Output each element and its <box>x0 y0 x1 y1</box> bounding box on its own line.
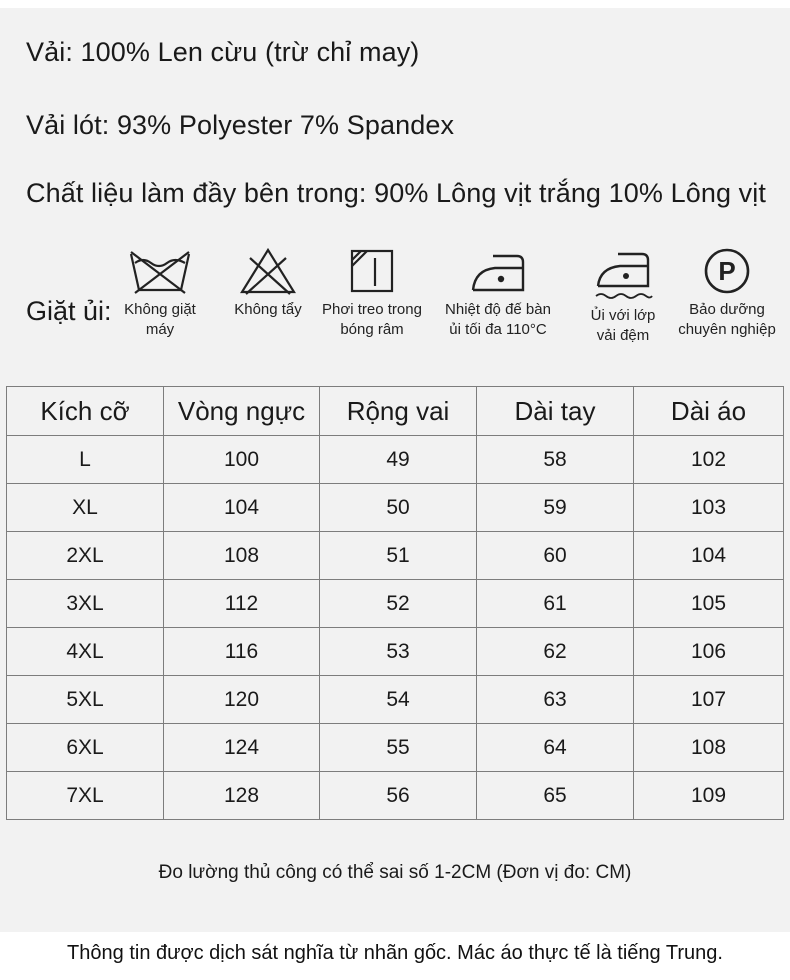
table-cell: 61 <box>477 580 634 628</box>
table-cell: 128 <box>164 772 320 820</box>
table-row <box>7 532 784 580</box>
table-cell: 108 <box>634 724 784 772</box>
table-row <box>7 724 784 772</box>
table-cell: 3XL <box>7 580 164 628</box>
care-symbol-iron-max-110 <box>436 246 560 340</box>
table-cell: 100 <box>164 436 320 484</box>
table-cell: 56 <box>320 772 477 820</box>
table-cell: 7XL <box>7 772 164 820</box>
fabric-filling: Chất liệu làm đầy bên trong: 90% Lông vịt trắng 10% Lông vịt <box>26 178 766 208</box>
table-cell: 103 <box>634 484 784 532</box>
table-cell: 106 <box>634 628 784 676</box>
table-cell: 5XL <box>7 676 164 724</box>
table-cell: XL <box>7 484 164 532</box>
care-caption: Phơi treo trong bóng râm <box>322 301 422 338</box>
fabric-lining: Vải lót: 93% Polyester 7% Spandex <box>26 110 455 140</box>
table-cell: 104 <box>634 532 784 580</box>
table-cell: 4XL <box>7 628 164 676</box>
table-cell: 104 <box>164 484 320 532</box>
iron-max-110-icon <box>465 246 531 296</box>
svg-text:P: P <box>718 256 736 286</box>
table-cell: 120 <box>164 676 320 724</box>
header-size: Kích cỡ <box>7 387 164 436</box>
table-cell: 59 <box>477 484 634 532</box>
table-cell: 60 <box>477 532 634 580</box>
translation-footer: Thông tin được dịch sát nghĩa từ nhãn gốc. Mác áo thực tế là tiếng Trung. <box>67 942 723 964</box>
header-shoulder: Rộng vai <box>320 387 477 436</box>
care-label: Giặt ủi: <box>26 296 112 326</box>
table-cell: 49 <box>320 436 477 484</box>
table-cell: 50 <box>320 484 477 532</box>
table-cell: 124 <box>164 724 320 772</box>
care-caption: Nhiệt độ đế bàn ủi tối đa 110°C <box>445 301 551 338</box>
table-cell: 112 <box>164 580 320 628</box>
line-dry-shade-icon <box>347 246 397 296</box>
table-cell: 63 <box>477 676 634 724</box>
table-cell: 109 <box>634 772 784 820</box>
table-cell: 58 <box>477 436 634 484</box>
table-row <box>7 484 784 532</box>
table-cell: L <box>7 436 164 484</box>
care-caption: Bảo dưỡng chuyên nghiệp <box>678 301 776 338</box>
header-length: Dài áo <box>634 387 784 436</box>
table-cell: 53 <box>320 628 477 676</box>
care-caption: Không giặt máy <box>124 301 196 338</box>
table-cell: 62 <box>477 628 634 676</box>
care-caption: Ủi với lớp vải đệm <box>590 307 656 344</box>
professional-dry-clean-icon <box>702 246 752 296</box>
table-cell: 108 <box>164 532 320 580</box>
table-row <box>7 772 784 820</box>
header-sleeve: Dài tay <box>477 387 634 436</box>
table-cell: 64 <box>477 724 634 772</box>
table-cell: 116 <box>164 628 320 676</box>
table-row <box>7 580 784 628</box>
table-row <box>7 628 784 676</box>
table-row <box>7 676 784 724</box>
no-machine-wash-icon <box>125 246 195 296</box>
table-cell: 55 <box>320 724 477 772</box>
care-symbol-line-dry-shade <box>313 246 431 340</box>
table-cell: 2XL <box>7 532 164 580</box>
care-symbol-iron-with-pad <box>578 246 668 346</box>
header-chest: Vòng ngực <box>164 387 320 436</box>
fabric-shell: Vải: 100% Len cừu (trừ chỉ may) <box>26 37 420 67</box>
table-cell: 107 <box>634 676 784 724</box>
measurement-note: Đo lường thủ công có thể sai số 1-2CM (Đơn vị đo: CM) <box>158 862 632 883</box>
table-cell: 102 <box>634 436 784 484</box>
table-cell: 6XL <box>7 724 164 772</box>
table-header-row <box>7 387 784 436</box>
care-caption: Không tẩy <box>234 301 302 318</box>
table-cell: 51 <box>320 532 477 580</box>
care-symbol-professional-clean <box>672 246 782 340</box>
table-row <box>7 436 784 484</box>
table-cell: 54 <box>320 676 477 724</box>
table-cell: 105 <box>634 580 784 628</box>
table-cell: 65 <box>477 772 634 820</box>
care-symbol-no-bleach <box>226 246 310 320</box>
table-cell: 52 <box>320 580 477 628</box>
size-table <box>6 386 784 820</box>
no-bleach-icon <box>238 246 298 296</box>
iron-with-pad-icon <box>590 246 656 302</box>
care-symbol-no-machine-wash <box>118 246 202 340</box>
